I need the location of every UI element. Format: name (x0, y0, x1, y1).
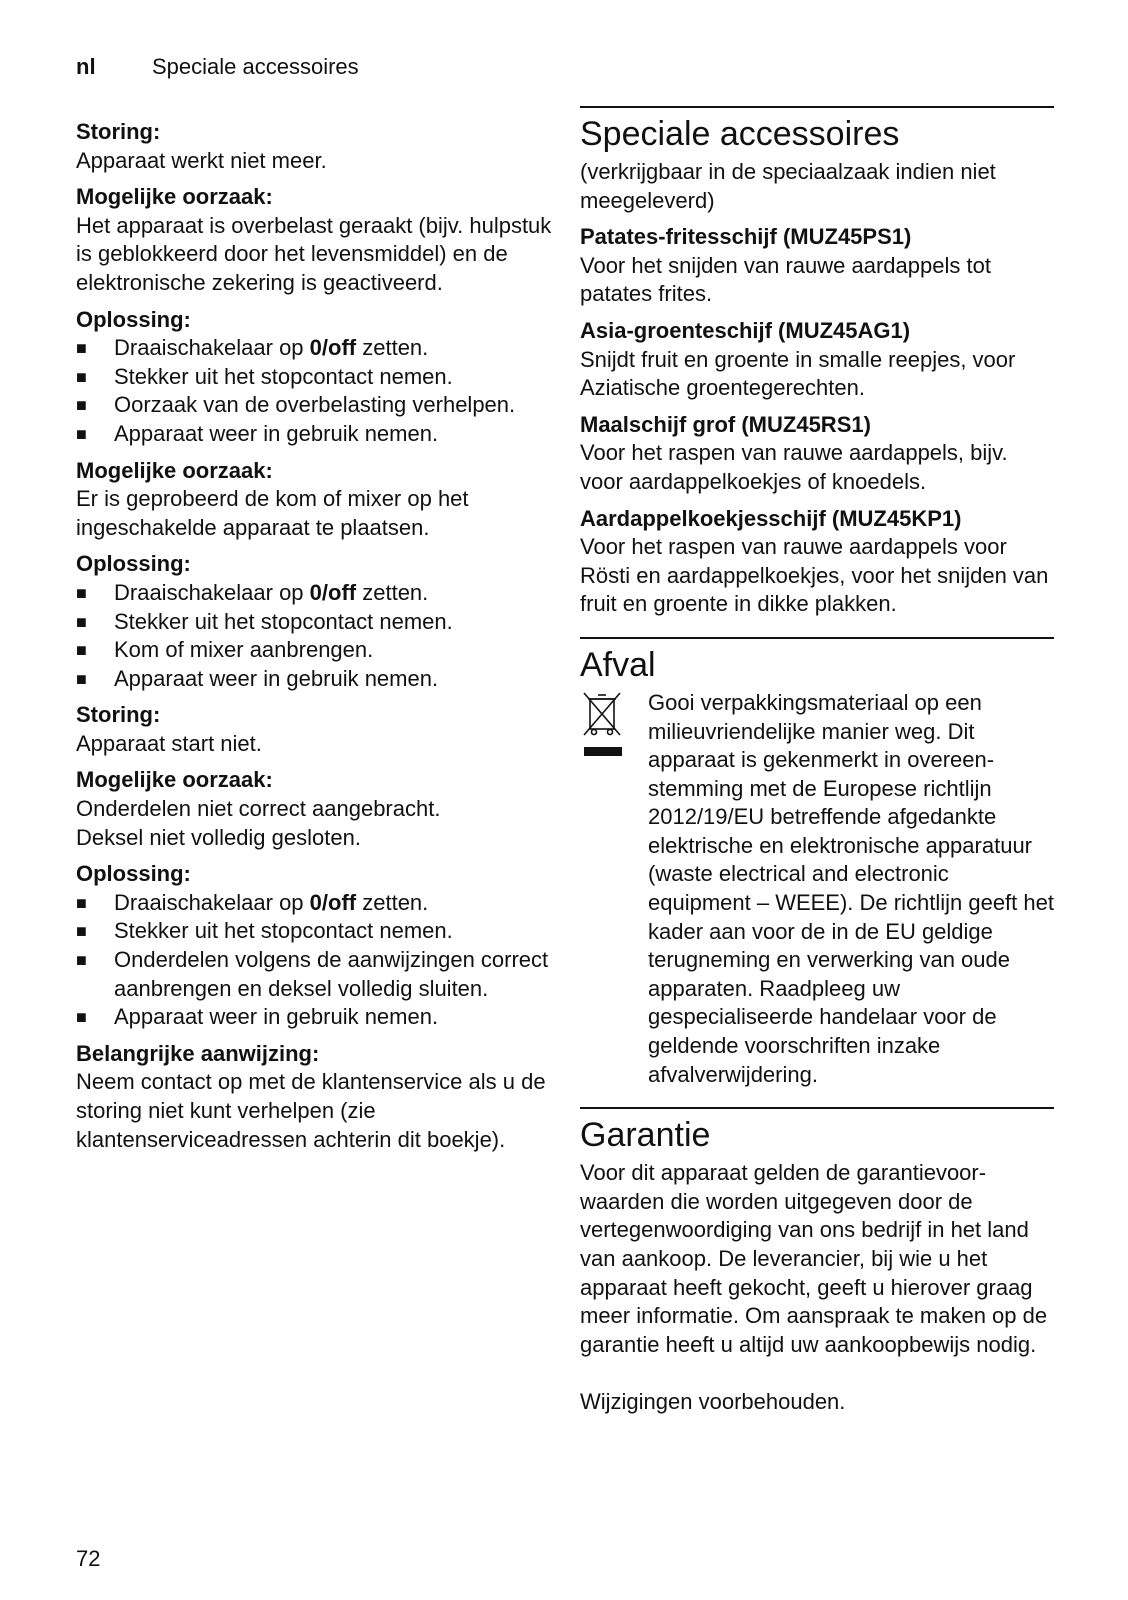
list-item: ■ Stekker uit het stopcontact nemen. (76, 917, 556, 946)
list-item: ■ Draaischakelaar op 0/off zetten. (76, 889, 556, 918)
list-item: ■ Stekker uit het stopcontact nemen. (76, 363, 556, 392)
storing-label: Storing: (76, 702, 161, 728)
solution-label: Oplossing: (76, 551, 191, 577)
cause-label: Mogelijke oorzaak: (76, 767, 273, 793)
list-item: ■ Apparaat weer in gebruik nemen. (76, 420, 556, 449)
list-item: ■ Stekker uit het stopcontact nemen. (76, 608, 556, 637)
list-item: ■ Oorzaak van de overbelasting verhelpen. (76, 391, 556, 420)
square-bullet-icon: ■ (76, 338, 87, 359)
list-item: ■ Draaischakelaar op 0/off zetten. (76, 334, 556, 363)
list-item: ■ Apparaat weer in gebruik nemen. (76, 1003, 556, 1032)
list-item: ■ Onderdelen volgens de aanwijzingen correct aanbrengen en deksel volledig sluiten. (76, 947, 549, 1001)
accessory-text: Snijdt fruit en groente in smalle reepjes, voor Aziatische groentegerechten. (580, 346, 1016, 401)
accessories-intro: (verkrijgbaar in de speciaalzaak indien niet meegeleverd) (580, 159, 996, 213)
square-bullet-icon: ■ (76, 366, 87, 387)
solution-label: Oplossing: (76, 861, 191, 887)
square-bullet-icon: ■ (76, 892, 87, 913)
square-bullet-icon: ■ (76, 640, 87, 661)
square-bullet-icon: ■ (76, 950, 87, 971)
section-divider (580, 106, 1054, 108)
accessory-label: Patates-fritesschijf (MUZ45PS1) (580, 224, 912, 250)
changes-note: Wijzigingen voorbehouden. (580, 1388, 846, 1414)
accessory-label: Maalschijf grof (MUZ45RS1) (580, 411, 871, 437)
header-section: Speciale accessoires (152, 54, 359, 79)
section-divider (580, 1107, 1054, 1109)
garantie-title: Garantie (580, 1116, 711, 1155)
accessory-label: Asia-groenteschijf (MUZ45AG1) (580, 317, 911, 343)
square-bullet-icon: ■ (76, 921, 87, 942)
accessory-text: Voor het snijden van rauwe aardappels tot patates frites. (580, 252, 991, 307)
list-item: ■ Kom of mixer aanbrengen. (76, 636, 556, 665)
left-column (76, 114, 556, 1154)
accessory-text: Voor het raspen van rauwe aardappels, bijv. voor aardappelkoekjes of knoedels. (580, 440, 1008, 494)
square-bullet-icon: ■ (76, 395, 87, 416)
page-number: 72 (76, 1546, 101, 1571)
square-bullet-icon: ■ (76, 1007, 87, 1028)
accessory-text: Voor het raspen van rauwe aardappels voor Rösti en aardappelkoekjes, voor het snijden van fruit en groente in dikke plakken. (580, 534, 1049, 617)
storing-label: Storing: (76, 119, 161, 144)
afval-block (580, 689, 1054, 1089)
list-item: ■ Apparaat weer in gebruik nemen. (76, 665, 556, 694)
square-bullet-icon: ■ (76, 611, 87, 632)
storing-text: Apparaat werkt niet meer. (76, 147, 327, 173)
solution-list (76, 334, 556, 448)
accessories-title: Speciale accessoires (580, 115, 900, 153)
crossed-out-wheelie-bin-icon (580, 689, 648, 1089)
cause-label: Mogelijke oorzaak: (76, 184, 273, 210)
square-bullet-icon: ■ (76, 668, 87, 689)
solution-list (76, 579, 556, 693)
storing-text: Apparaat start niet. (76, 730, 262, 756)
afval-text: Gooi verpakkingsmateriaal op een milieuvriendelijke manier weg. Dit apparaat is gekenmerkt in overeenstemming met de Europese richtlijn 2012/19/EU betreffende afgedankte elektrische en elektronische apparatuur (waste electrical and electronic equipment – WEEE). De richtlijn geeft het kader aan voor de in de EU geldige terugneming en verwerking van oude apparaten. Raadpleeg uw gespecialiseerde handelaar voor de geldende voorschriften inzake afvalverwijdering. (648, 689, 1054, 1087)
solution-label: Oplossing: (76, 306, 191, 332)
list-item: ■ Draaischakelaar op 0/off zetten. (76, 579, 556, 608)
cause-text: Deksel niet volledig gesloten. (76, 824, 361, 850)
page-header (76, 54, 359, 80)
afval-title: Afval (580, 645, 656, 684)
note-label: Belangrijke aanwijzing: (76, 1040, 320, 1066)
square-bullet-icon: ■ (76, 582, 87, 603)
cause-label: Mogelijke oorzaak: (76, 457, 273, 483)
language-code: nl (76, 54, 96, 79)
cause-text: Er is geprobeerd de kom of mixer op het ingeschakelde apparaat te plaatsen. (76, 486, 469, 540)
solution-list (76, 889, 556, 1032)
section-divider (580, 637, 1054, 639)
cause-text: Onderdelen niet correct aangebracht. (76, 796, 441, 822)
cause-text: Het apparaat is overbelast geraakt (bijv. hulpstuk is geblokkeerd door het levensmiddel) en de elektronische zekering is geactiveerd. (76, 212, 552, 295)
square-bullet-icon: ■ (76, 423, 87, 444)
note-text: Neem contact op met de klantenservice als u de storing niet kunt verhelpen (zie klantenserviceadressen achterin dit boekje). (76, 1069, 546, 1152)
accessory-label: Aardappelkoekjesschijf (MUZ45KP1) (580, 505, 962, 531)
garantie-text: Voor dit apparaat gelden de garantievoorwaarden die worden uitgegeven door de vertegenwoordiging van ons bedrijf in het land van aankoop. De leverancier, bij wie u het apparaat heeft gekocht, geeft u hierover graag meer informatie. Om aanspraak te maken op de garantie heeft u altijd uw aankoopbewijs nodig. (580, 1160, 1048, 1357)
right-column (580, 106, 1054, 1417)
